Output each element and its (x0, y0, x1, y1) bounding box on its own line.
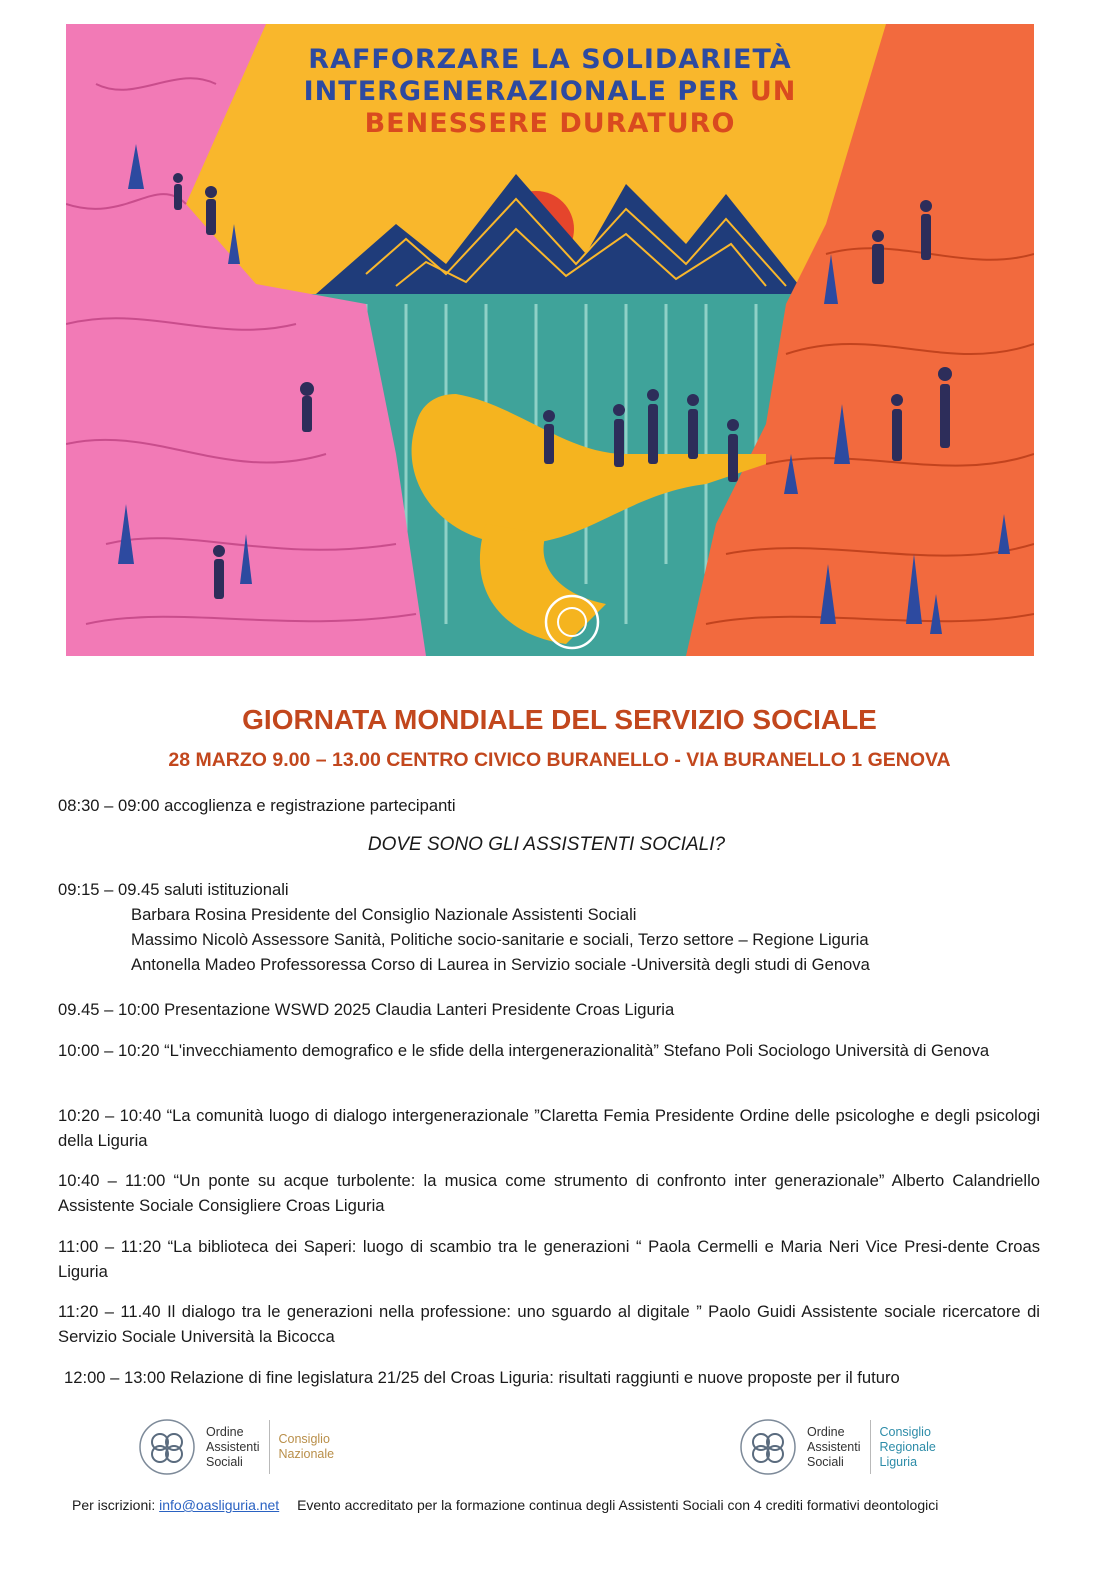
logo-right-line2: Assistenti (807, 1439, 861, 1454)
program-item: 10:00 – 10:20 “L'invecchiamento demografico e le sfide della intergenerazionalità” Stefano Poli Sociologo Università di Genova (58, 1041, 990, 1060)
logo-left-line1: Ordine (206, 1424, 244, 1439)
logo-right-org3: Liguria (879, 1454, 918, 1469)
logo-left-org (279, 1432, 335, 1462)
poster-title-line1: RAFFORZARE LA SOLIDARIETÀ (308, 44, 792, 75)
footer-note: Evento accreditato per la formazione continua degli Assistenti Sociali con 4 crediti formativi deontologici (297, 1497, 939, 1513)
greeting-item: Antonella Madeo Professoressa Corso di Laurea in Servizio sociale -Università degli studi di Genova (131, 955, 870, 974)
greeting-item: Barbara Rosina Presidente del Consiglio Nazionale Assistenti Sociali (131, 905, 637, 924)
greeting-item: Massimo Nicolò Assessore Sanità, Politiche socio-sanitarie e sociali, Terzo settore – Regione Liguria (131, 930, 869, 949)
logo-left-line3: Sociali (206, 1454, 243, 1469)
program-item: 11:00 – 11:20 “La biblioteca dei Saperi: luogo di scambio tra le generazioni “ Paola Cermelli e Maria Neri Vice Presi-dente Croas Liguria (58, 1237, 1040, 1281)
logo-left-org1: Consiglio (278, 1432, 330, 1446)
logo-right-org (880, 1425, 936, 1470)
logo-left-org2: Nazionale (278, 1447, 335, 1461)
event-subtitle: 28 MARZO 9.00 – 13.00 CENTRO CIVICO BURANELLO - VIA BURANELLO 1 GENOVA (168, 749, 951, 771)
footer-prefix: Per iscrizioni: (72, 1497, 156, 1513)
logo-right-line3: Sociali (807, 1454, 844, 1469)
event-title: GIORNATA MONDIALE DEL SERVIZIO SOCIALE (242, 704, 877, 735)
email-link[interactable]: info@oasliguria.net (159, 1497, 280, 1513)
logo-right-line1: Ordine (807, 1424, 845, 1439)
program-item: 09.45 – 10:00 Presentazione WSWD 2025 Claudia Lanteri Presidente Croas Liguria (58, 1000, 675, 1019)
logo-left-line2: Assistenti (206, 1439, 260, 1454)
logo-divider (870, 1420, 871, 1474)
program-item: 10:40 – 11:00 “Un ponte su acque turbolente: la musica come strumento di confronto inter generazionale” Alberto Calandriello Assistente Sociale Consigliere Croas Liguria (58, 1171, 1040, 1215)
poster-title-line2-highlight: UN (749, 76, 797, 107)
logo-divider (269, 1420, 270, 1474)
program-welcome: 08:30 – 09:00 accoglienza e registrazione partecipanti (58, 796, 456, 815)
program-item: 10:20 – 10:40 “La comunità luogo di dialogo intergenerazionale ”Claretta Femia Presidente Ordine delle psicologhe e degli psicologi della Liguria (58, 1106, 1040, 1150)
poster-illustration (66, 24, 1034, 656)
greetings-header: 09:15 – 09.45 saluti istituzionali (58, 880, 289, 899)
logo-consiglio-nazionale (138, 1418, 334, 1476)
program-theme: DOVE SONO GLI ASSISTENTI SOCIALI? (367, 834, 726, 855)
poster-title-line2 (66, 76, 1034, 108)
program-item: 11:20 – 11.40 Il dialogo tra le generazioni nella professione: uno sguardo al digitale ” Paolo Guidi Assistente sociale ricercatore di Servizio Sociale Università la Bicocca (58, 1302, 1040, 1346)
logo-right-org2: Regionale (879, 1439, 936, 1454)
logo-right-text (807, 1425, 861, 1470)
program-greetings (58, 877, 1040, 977)
logo-consiglio-regionale (739, 1418, 936, 1476)
poster-title-line2-text: INTERGENERAZIONALE PER (303, 76, 740, 107)
program-item: 12:00 – 13:00 Relazione di fine legislatura 21/25 del Croas Liguria: risultati raggiunti e nuove proposte per il futuro (64, 1368, 900, 1387)
poster-title-line3: BENESSERE DURATURO (364, 108, 736, 139)
knot-logo-icon (739, 1418, 797, 1476)
footer (72, 1497, 1072, 1513)
poster-title (66, 44, 1034, 140)
logo-left-text (206, 1425, 260, 1470)
logo-right-org1: Consiglio (879, 1424, 931, 1439)
knot-logo-icon (138, 1418, 196, 1476)
